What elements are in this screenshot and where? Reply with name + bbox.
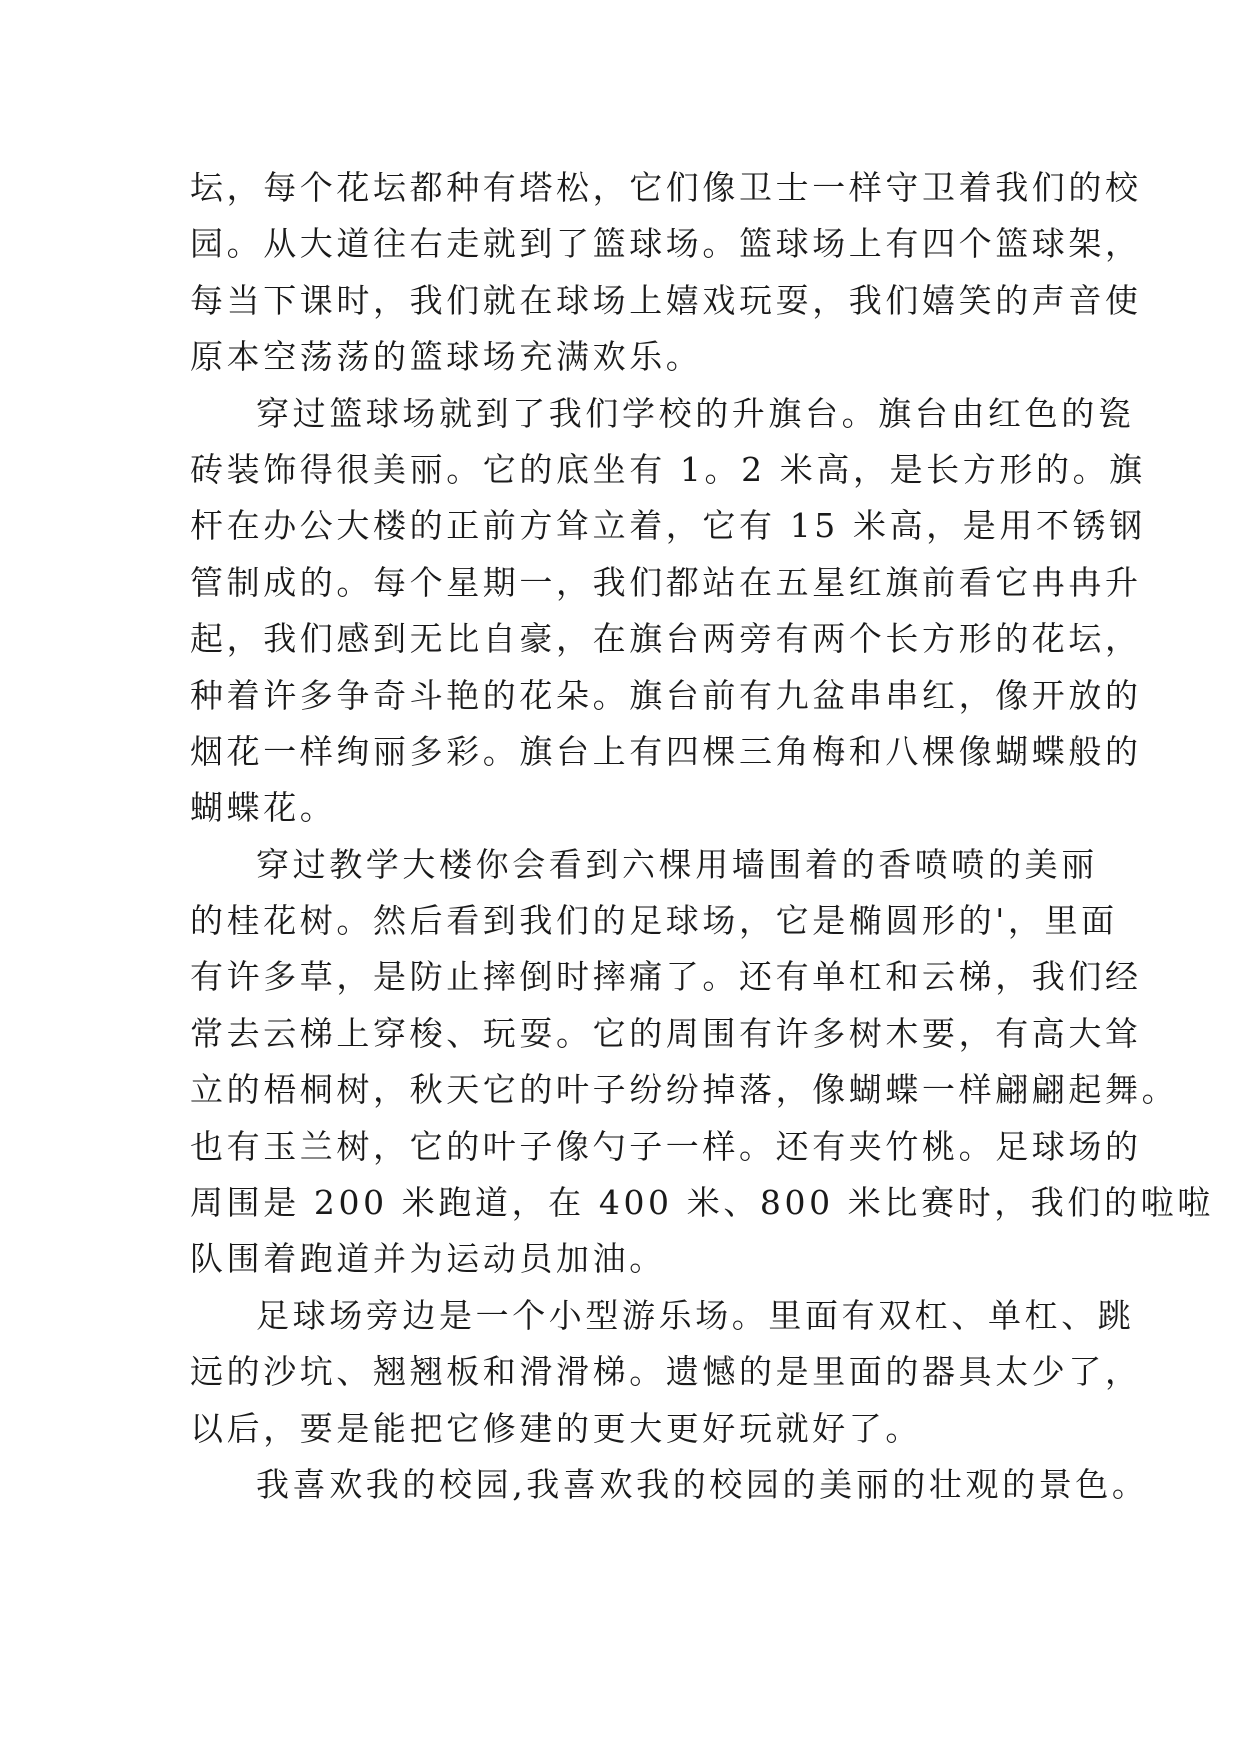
text-line: 管制成的。每个星期一，我们都站在五星红旗前看它冉冉升 [190, 562, 1142, 602]
text-line: 队围着跑道并为运动员加油。 [190, 1239, 666, 1279]
text-line: 种着许多争奇斗艳的花朵。旗台前有九盆串串红，像开放的 [190, 675, 1142, 715]
text-line: 的桂花树。然后看到我们的足球场，它是椭圆形的'，里面 [190, 901, 1118, 941]
paragraph-1 [190, 160, 1142, 386]
text-line: 园。从大道往右走就到了篮球场。篮球场上有四个篮球架， [190, 224, 1142, 264]
text-line: 原本空荡荡的篮球场充满欢乐。 [190, 337, 703, 377]
text-line: 每当下课时，我们就在球场上嬉戏玩耍，我们嬉笑的声音使 [190, 280, 1142, 320]
text-line: 起，我们感到无比自豪，在旗台两旁有两个长方形的花坛， [190, 619, 1142, 659]
text-line: 坛，每个花坛都种有塔松，它们像卫士一样守卫着我们的校 [190, 168, 1142, 207]
text-line: 杆在办公大楼的正前方耸立着，它有 15 米高，是用不锈钢 [190, 506, 1146, 546]
text-line: 我喜欢我的校园,我喜欢我的校园的美丽的壮观的景色。 [256, 1464, 1149, 1504]
text-line: 远的沙坑、翘翘板和滑滑梯。遗憾的是里面的器具太少了， [190, 1352, 1142, 1392]
paragraph-2 [190, 386, 1146, 837]
text-line: 砖装饰得很美丽。它的底坐有 1。2 米高，是长方形的。旗 [190, 449, 1146, 489]
text-line: 烟花一样绚丽多彩。旗台上有四棵三角梅和八棵像蝴蝶般的 [190, 731, 1142, 771]
text-line: 足球场旁边是一个小型游乐场。里面有双杠、单杠、跳 [256, 1295, 1135, 1335]
paragraph-5 [190, 1457, 1149, 1513]
text-line: 蝴蝶花。 [190, 788, 337, 828]
paragraph-3 [190, 837, 1214, 1288]
text-line: 也有玉兰树，它的叶子像勺子一样。还有夹竹桃。足球场的 [190, 1126, 1142, 1166]
paragraph-4 [190, 1288, 1142, 1457]
document-body [190, 160, 1214, 1513]
text-line: 穿过教学大楼你会看到六棵用墙围着的香喷喷的美丽 [256, 844, 1098, 884]
text-line: 穿过篮球场就到了我们学校的升旗台。旗台由红色的瓷 [256, 393, 1135, 433]
text-line: 常去云梯上穿梭、玩耍。它的周围有许多树木要，有高大耸 [190, 1013, 1142, 1053]
text-line: 有许多草，是防止摔倒时摔痛了。还有单杠和云梯，我们经 [190, 957, 1142, 997]
text-line: 周围是 200 米跑道，在 400 米、800 米比赛时，我们的啦啦 [190, 1183, 1214, 1223]
text-line: 立的梧桐树，秋天它的叶子纷纷掉落，像蝴蝶一样翩翩起舞。 [190, 1070, 1179, 1110]
text-line: 以后，要是能把它修建的更大更好玩就好了。 [190, 1408, 922, 1448]
